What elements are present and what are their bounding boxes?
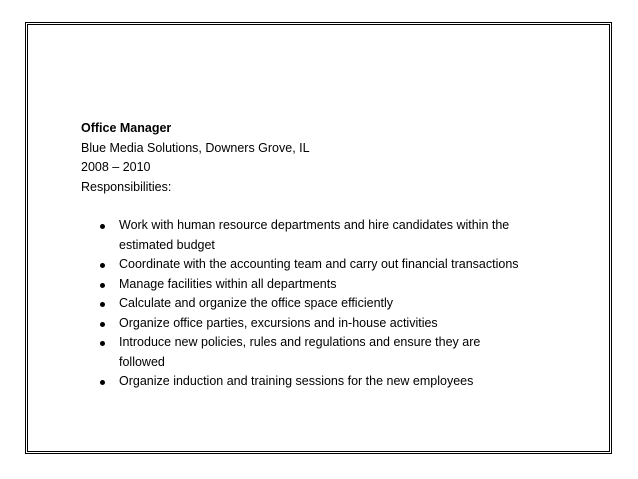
company-location: Blue Media Solutions, Downers Grove, IL	[81, 140, 310, 155]
responsibilities-heading: Responsibilities:	[81, 179, 172, 194]
employment-dates: 2008 – 2010	[81, 160, 151, 174]
responsibilities-list	[81, 216, 541, 392]
resume-section	[81, 119, 541, 392]
list-item-text: Calculate and organize the office space efficiently	[119, 296, 394, 310]
list-item	[81, 314, 541, 334]
job-title: Office Manager	[81, 121, 172, 135]
list-item-text: Organize office parties, excursions and in-house activities	[119, 315, 438, 330]
list-item	[81, 255, 541, 275]
bullet-icon	[100, 302, 105, 307]
bullet-icon	[100, 322, 105, 327]
bullet-icon	[100, 380, 105, 385]
list-item-text: Coordinate with the accounting team and carry out financial transactions	[119, 257, 519, 271]
list-item	[81, 294, 541, 314]
list-item	[81, 216, 541, 255]
bullet-icon	[100, 263, 105, 268]
list-item-text: Introduce new policies, rules and regulations and ensure they are followed	[119, 335, 481, 369]
list-item-text: Manage facilities within all departments	[119, 276, 337, 291]
list-item-text: Organize induction and training sessions for the new employees	[119, 374, 474, 388]
bullet-icon	[100, 341, 105, 346]
list-item-text: Work with human resource departments and hire candidates within the estimated budget	[119, 218, 510, 252]
bullet-icon	[100, 224, 105, 229]
list-item	[81, 372, 541, 392]
list-item	[81, 275, 541, 295]
list-item	[81, 333, 541, 372]
bullet-icon	[100, 283, 105, 288]
